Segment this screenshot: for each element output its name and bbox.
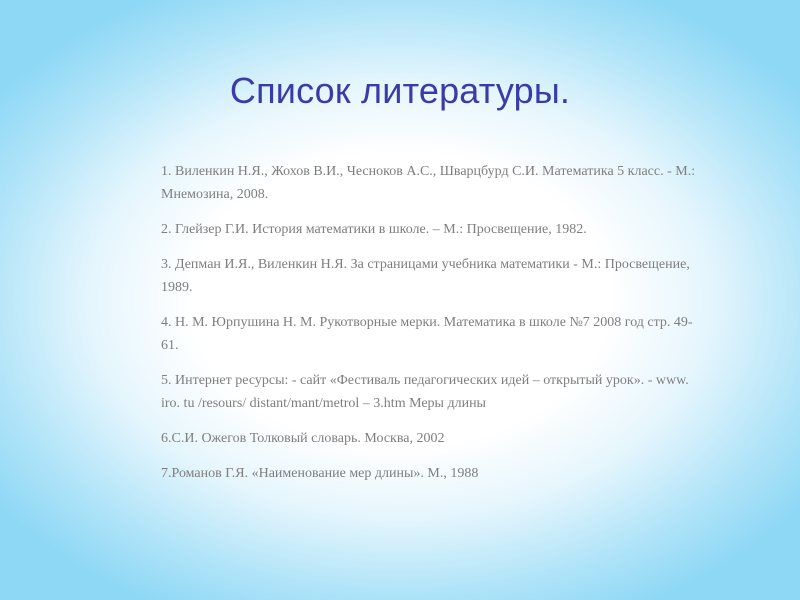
reference-item: 6.С.И. Ожегов Толковый словарь. Москва, 2002 xyxy=(161,431,445,446)
reference-item: 4. Н. М. Юрпушина Н. М. Рукотворные мерки. Математика в школе №7 2008 год стр. 49- 61. xyxy=(161,315,693,353)
reference-item: 3. Депман И.Я., Виленкин Н.Я. За страницами учебника математики - М.: Просвещение, 1989. xyxy=(161,257,690,295)
reference-item: 1. Виленкин Н.Я., Жохов В.И., Чесноков А.С., Шварцбурд С.И. Математика 5 класс. - М.: Мнемозина, 2008. xyxy=(161,164,696,202)
slide-title: Список литературы. xyxy=(229,70,571,111)
reference-list xyxy=(161,160,696,497)
reference-item: 7.Романов Г.Я. «Наименование мер длины». М., 1988 xyxy=(161,466,479,481)
reference-item: 2. Глейзер Г.И. История математики в школе. – М.: Просвещение, 1982. xyxy=(161,222,587,237)
reference-item: 5. Интернет ресурсы: - сайт «Фестиваль педагогических идей – открытый урок». - www. iro. tu /resours/ distant/mant/metrol – 3.htm Меры длины xyxy=(161,373,689,411)
